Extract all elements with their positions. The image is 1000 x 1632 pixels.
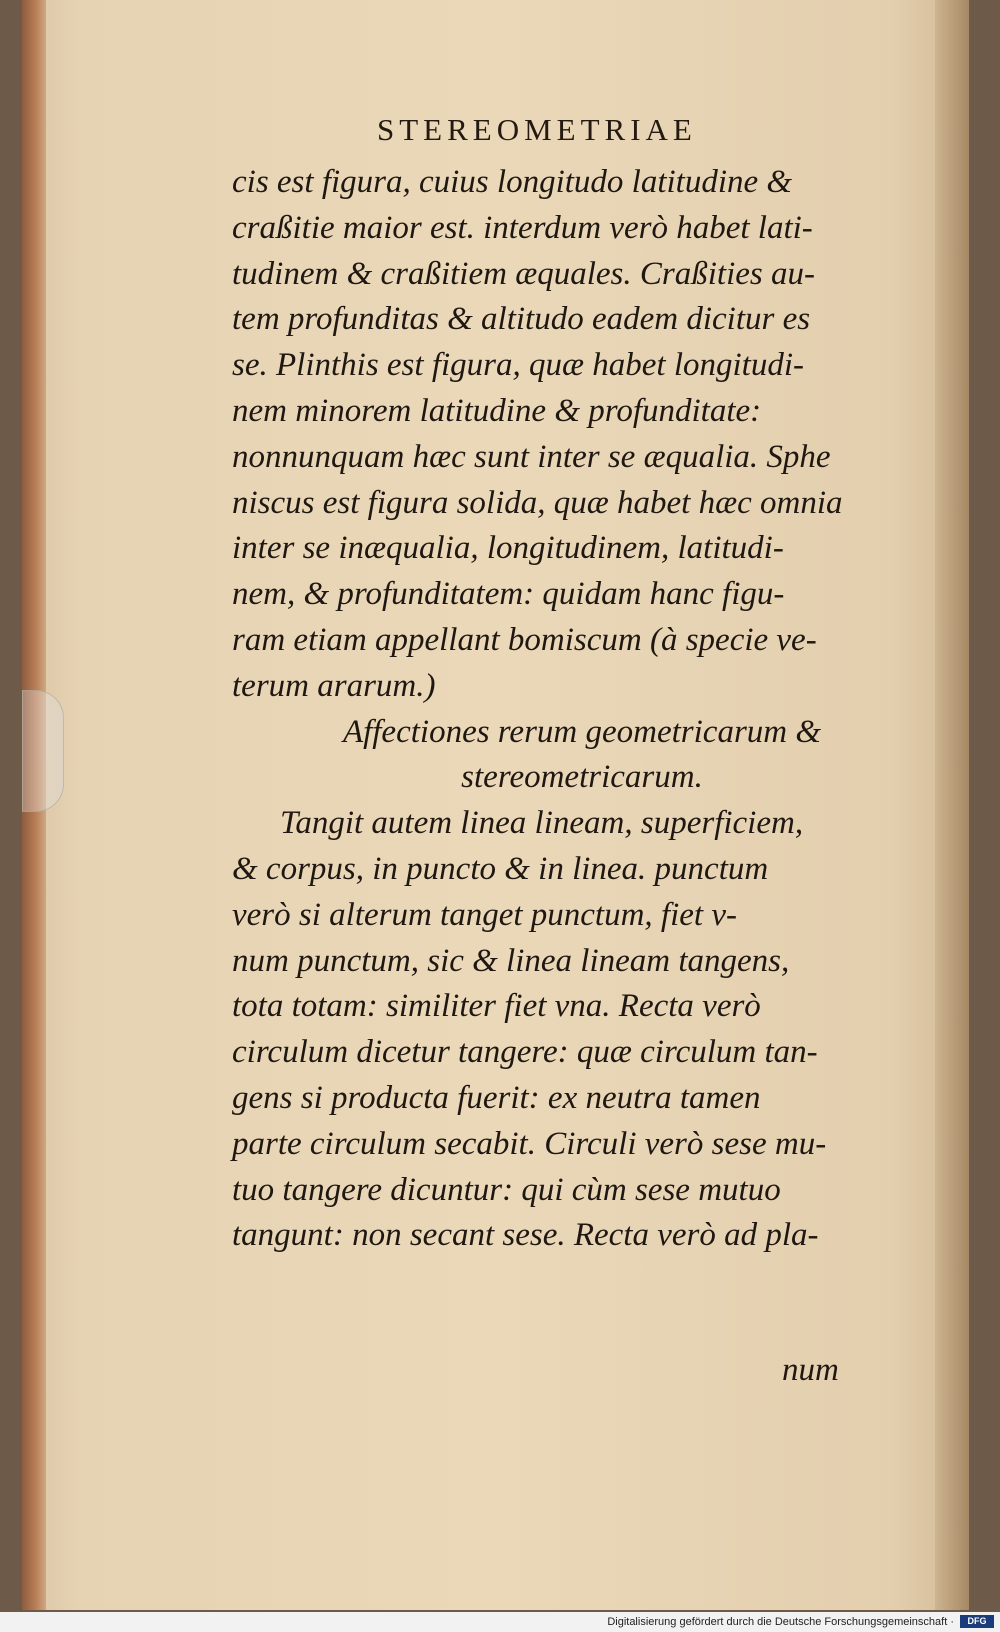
section-heading: Affectiones rerum geometricarum & (342, 713, 822, 750)
page-clip (22, 690, 64, 812)
dfg-logo: DFG (960, 1615, 994, 1628)
page-edge (935, 0, 967, 1610)
running-header: STEREOMETRIAE (377, 112, 697, 147)
text-line: craßitie maior est. interdum verò habet lati- (232, 209, 813, 246)
text-line: num punctum, sic & linea lineam tangens, (232, 942, 790, 979)
text-line: nonnunquam hæc sunt inter se æqualia. Sphe (232, 438, 831, 475)
text-line: gens si producta fuerit: ex neutra tamen (232, 1079, 761, 1116)
text-line: ram etiam appellant bomiscum (à specie ve- (232, 621, 817, 658)
text-line: tota totam: similiter fiet vna. Recta verò (232, 988, 761, 1025)
text-line: & corpus, in puncto & in linea. punctum (232, 850, 769, 887)
text-line: tuo tangere dicuntur: qui cùm sese mutuo (232, 1171, 781, 1208)
text-line: terum ararum.) (232, 667, 436, 704)
text-line: parte circulum secabit. Circuli verò sese mu- (232, 1125, 827, 1162)
text-line: cis est figura, cuius longitudo latitudine & (232, 164, 793, 200)
body-text (232, 160, 932, 1259)
book-page (22, 0, 969, 1610)
text-line: tudinem & craßitiem æquales. Craßities au- (232, 255, 815, 292)
text-line: nem, & profunditatem: quidam hanc figu- (232, 576, 785, 613)
text-line: se. Plinthis est figura, quæ habet longitudi- (232, 347, 804, 384)
text-line: verò si alterum tanget punctum, fiet v- (232, 896, 737, 933)
text-line: Tangit autem linea lineam, superficiem, (280, 805, 804, 842)
text-line: circulum dicetur tangere: quæ circulum tan- (232, 1034, 818, 1071)
text-line: tangunt: non secant sese. Recta verò ad pla- (232, 1217, 819, 1254)
text-line: niscus est figura solida, quæ habet hæc omnia (232, 484, 843, 521)
footer-bar (0, 1612, 1000, 1632)
section-heading: stereometricarum. (461, 759, 703, 796)
catchword: num (782, 1352, 839, 1388)
footer-credit: Digitalisierung gefördert durch die Deutsche Forschungsgemeinschaft · (607, 1616, 954, 1628)
text-line: inter se inæqualia, longitudinem, latitudi- (232, 530, 784, 567)
text-line: tem profunditas & altitudo eadem dicitur es (232, 301, 811, 338)
text-line: nem minorem latitudine & profunditate: (232, 392, 762, 429)
